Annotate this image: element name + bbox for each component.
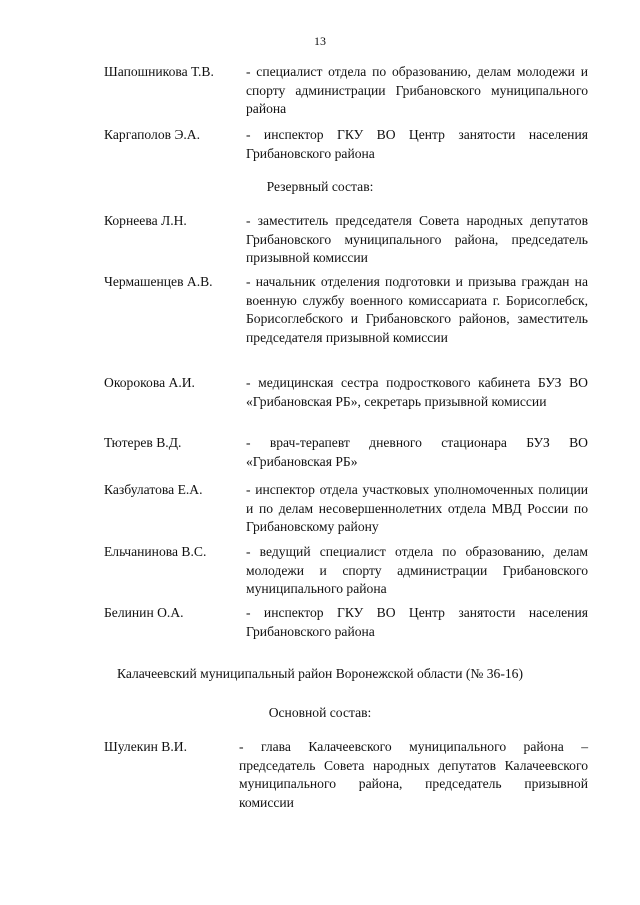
- member-role: - инспектор отдела участковых уполномоченных полиции и по делам несовершеннолетних отдела МВД России по Грибановскому району: [246, 482, 588, 535]
- member-name: Казбулатова Е.А.: [104, 482, 203, 497]
- member-role: - начальник отделения подготовки и призыва граждан на военную службу военного комиссариата г. Борисоглебск, Борисоглебского и Грибановского районов, заместитель председателя призывной комиссии: [246, 274, 588, 345]
- member-role: - инспектор ГКУ ВО Центр занятости населения Грибановского района: [246, 127, 588, 161]
- member-name: Чермашенцев А.В.: [104, 274, 213, 289]
- member-name: Шулекин В.И.: [104, 739, 187, 754]
- member-role: - инспектор ГКУ ВО Центр занятости населения Грибановского района: [246, 605, 588, 639]
- district-heading: Калачеевский муниципальный район Воронежской области (№ 36-16): [116, 666, 523, 681]
- member-role: - ведущий специалист отдела по образованию, делам молодежи и спорту администрации Грибановского муниципального района: [246, 544, 588, 597]
- member-name: Каргаполов Э.А.: [104, 127, 201, 142]
- member-name: Окорокова А.И.: [104, 375, 195, 390]
- member-role: - заместитель председателя Совета народных депутатов Грибановского муниципального района, председатель призывной комиссии: [246, 213, 588, 266]
- reserve-heading: Резервный состав:: [266, 179, 374, 194]
- page-number: 13: [314, 34, 326, 48]
- member-name: Ельчанинова В.С.: [104, 544, 207, 559]
- main-composition-heading: Основной состав:: [268, 705, 372, 720]
- member-role: - специалист отдела по образованию, делам молодежи и спорту администрации Грибановского муниципального района: [246, 64, 588, 117]
- member-role: - медицинская сестра подросткового кабинета БУЗ ВО «Грибановская РБ», секретарь призывной комиссии: [246, 375, 588, 409]
- member-name: Белинин О.А.: [104, 605, 184, 620]
- member-name: Тютерев В.Д.: [104, 435, 182, 450]
- member-name: Корнеева Л.Н.: [104, 213, 187, 228]
- member-name: Шапошникова Т.В.: [104, 64, 214, 79]
- member-role: - глава Калачеевского муниципального района – председатель Совета народных депутатов Калачеевского муниципального района, председатель призывной комиссии: [239, 739, 588, 810]
- member-role: - врач-терапевт дневного стационара БУЗ ВО «Грибановская РБ»: [246, 435, 588, 469]
